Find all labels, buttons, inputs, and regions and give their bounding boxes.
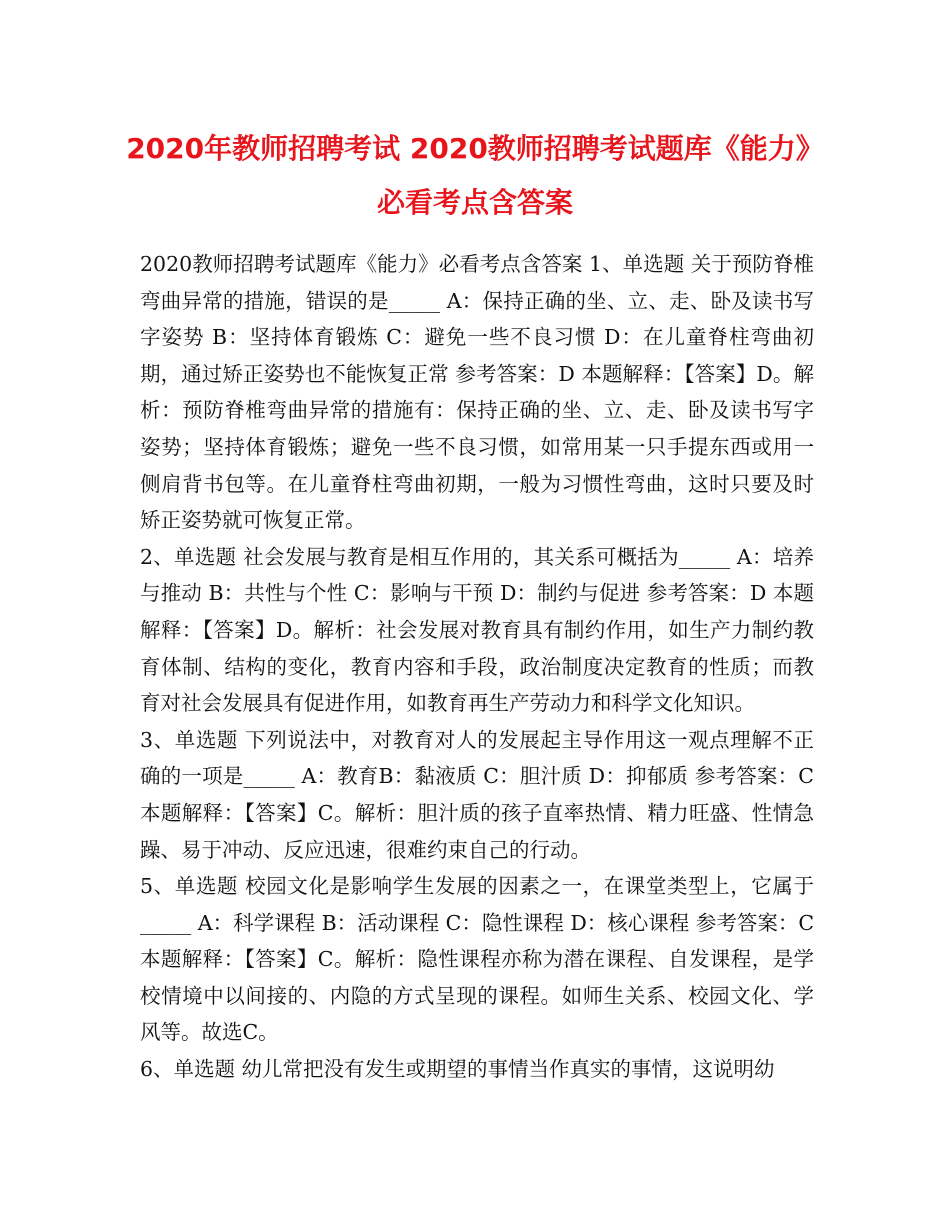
title-line-2: 必看考点含答案: [376, 186, 573, 219]
question-paragraph-6: 6、单选题 幼儿常把没有发生或期望的事情当作真实的事情，这说明幼: [140, 1057, 775, 1082]
question-paragraph-5: 5、单选题 校园文化是影响学生发展的因素之一，在课堂类型上，它属于_____ A：科学课程 B：活动课程 C：隐性课程 D：核心课程 参考答案：C 本题解释：【答案】C。解析：隐性课程亦称为潜在课程、自发课程，是学校情境中以间接的、内隐的方式呈现的课程。如师生关系、校园文化、学风等。故选C。: [140, 874, 815, 1045]
document-title: [120, 122, 830, 230]
question-paragraph-1: 2020教师招聘考试题库《能力》必看考点含答案 1、单选题 关于预防脊椎弯曲异常的措施，错误的是_____ A：保持正确的坐、立、走、卧及读书写字姿势 B：坚持体育锻炼 C：避免一些不良习惯 D：在儿童脊柱弯曲初期，通过矫正姿势也不能恢复正常 参考答案：D 本题解释：【答案】D。解析：预防脊椎弯曲异常的措施有：保持正确的坐、立、走、卧及读书写字姿势；坚持体育锻炼；避免一些不良习惯，如常用某一只手提东西或用一侧肩背书包等。在儿童脊柱弯曲初期，一般为习惯性弯曲，这时只要及时矫正姿势就可恢复正常。: [140, 252, 814, 533]
document-body: [140, 246, 814, 1088]
question-paragraph-2: 2、单选题 社会发展与教育是相互作用的，其关系可概括为_____ A：培养与推动 B：共性与个性 C：影响与干预 D：制约与促进 参考答案：D 本题解释：【答案】D。解析：社会发展对教育具有制约作用，如生产力制约教育体制、结构的变化，教育内容和手段，政治制度决定教育的性质；而教育对社会发展具有促进作用，如教育再生产劳动力和科学文化知识。: [140, 544, 814, 716]
title-line-1: 2020年教师招聘考试 2020教师招聘考试题库《能力》: [126, 132, 824, 165]
question-paragraph-3: 3、单选题 下列说法中，对教育对人的发展起主导作用这一观点理解不正确的一项是_____ A：教育B：黏液质 C：胆汁质 D：抑郁质 参考答案：C 本题解释：【答案】C。解析：胆汁质的孩子直率热情、精力旺盛、性情急躁、易于冲动、反应迅速，很难约束自己的行动。: [140, 727, 814, 862]
